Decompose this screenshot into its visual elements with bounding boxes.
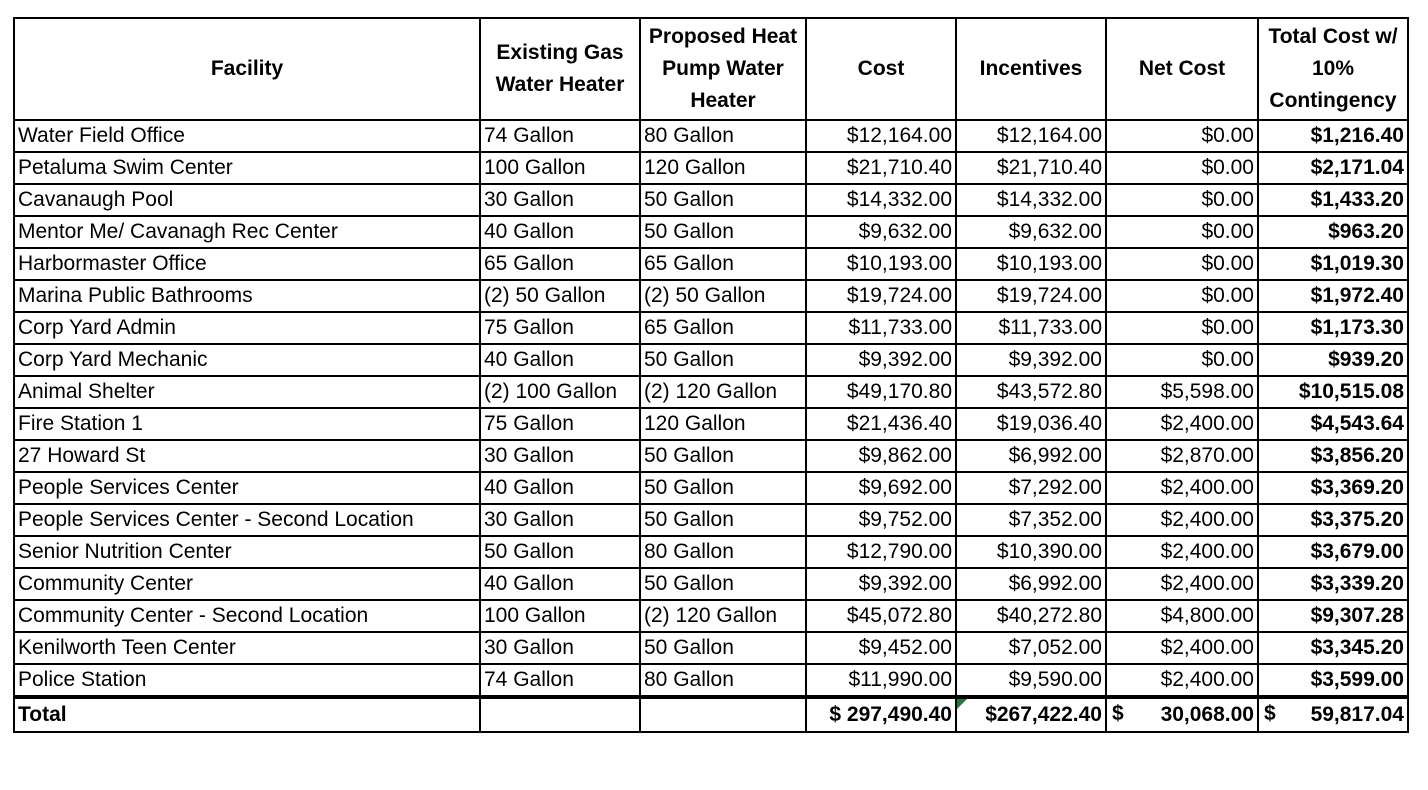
cell-net-cost: $0.00 (1106, 184, 1258, 216)
cell-cost: $10,193.00 (806, 248, 956, 280)
table-row (14, 408, 1408, 440)
cell-proposed-heater: 50 Gallon (640, 216, 806, 248)
cell-incentives: $9,392.00 (956, 344, 1106, 376)
cell-total-cost: $3,856.20 (1258, 440, 1408, 472)
cell-facility: People Services Center (14, 472, 480, 504)
cell-net-cost: $2,400.00 (1106, 408, 1258, 440)
cell-proposed-heater: 80 Gallon (640, 664, 806, 697)
cell-proposed-heater: 50 Gallon (640, 472, 806, 504)
cell-existing-heater: 100 Gallon (480, 600, 640, 632)
cell-facility: Marina Public Bathrooms (14, 280, 480, 312)
total-net-cost-cell (1106, 697, 1258, 732)
cell-existing-heater: 40 Gallon (480, 472, 640, 504)
cell-incentives: $19,036.40 (956, 408, 1106, 440)
cell-existing-heater: 75 Gallon (480, 312, 640, 344)
cell-facility: Cavanaugh Pool (14, 184, 480, 216)
cell-facility: Animal Shelter (14, 376, 480, 408)
cell-cost: $9,862.00 (806, 440, 956, 472)
cell-proposed-heater: 65 Gallon (640, 312, 806, 344)
cell-existing-heater: 30 Gallon (480, 632, 640, 664)
cell-incentives: $9,632.00 (956, 216, 1106, 248)
grand-total-value: 59,817.04 (1310, 703, 1404, 726)
cell-facility: Fire Station 1 (14, 408, 480, 440)
cell-cost: $12,164.00 (806, 120, 956, 152)
cell-incentives: $7,052.00 (956, 632, 1106, 664)
cell-incentives: $14,332.00 (956, 184, 1106, 216)
cell-proposed-heater: 50 Gallon (640, 184, 806, 216)
cell-proposed-heater: 80 Gallon (640, 536, 806, 568)
table-row (14, 472, 1408, 504)
cell-incentives: $6,992.00 (956, 568, 1106, 600)
table-row (14, 568, 1408, 600)
cell-total-cost: $10,515.08 (1258, 376, 1408, 408)
total-net-cost-value: 30,068.00 (1160, 703, 1254, 726)
cell-facility: 27 Howard St (14, 440, 480, 472)
table-row (14, 120, 1408, 152)
cell-cost: $9,392.00 (806, 344, 956, 376)
cell-total-cost: $939.20 (1258, 344, 1408, 376)
total-existing-cell (480, 697, 640, 732)
cell-cost: $9,452.00 (806, 632, 956, 664)
cell-net-cost: $0.00 (1106, 248, 1258, 280)
header-existing-heater: Existing Gas Water Heater (480, 18, 640, 120)
cell-incentives: $43,572.80 (956, 376, 1106, 408)
cell-facility: Mentor Me/ Cavanagh Rec Center (14, 216, 480, 248)
cell-total-cost: $3,375.20 (1258, 504, 1408, 536)
cell-net-cost: $0.00 (1106, 280, 1258, 312)
cell-incentives: $6,992.00 (956, 440, 1106, 472)
table-footer (14, 697, 1408, 732)
cell-total-cost: $3,679.00 (1258, 536, 1408, 568)
table-row (14, 664, 1408, 697)
cell-total-cost: $4,543.64 (1258, 408, 1408, 440)
cell-net-cost: $0.00 (1106, 312, 1258, 344)
table-header (14, 18, 1408, 120)
cell-existing-heater: 65 Gallon (480, 248, 640, 280)
table-row (14, 440, 1408, 472)
total-row (14, 697, 1408, 732)
cell-incentives: $12,164.00 (956, 120, 1106, 152)
cell-total-cost: $9,307.28 (1258, 600, 1408, 632)
grand-total-cell (1258, 697, 1408, 732)
cell-proposed-heater: 50 Gallon (640, 344, 806, 376)
cell-total-cost: $3,345.20 (1258, 632, 1408, 664)
table-row (14, 216, 1408, 248)
cell-facility: Senior Nutrition Center (14, 536, 480, 568)
cell-existing-heater: 50 Gallon (480, 536, 640, 568)
cell-total-cost: $2,171.04 (1258, 152, 1408, 184)
cell-proposed-heater: 50 Gallon (640, 504, 806, 536)
cell-cost: $9,392.00 (806, 568, 956, 600)
cell-existing-heater: 30 Gallon (480, 504, 640, 536)
cell-proposed-heater: (2) 120 Gallon (640, 376, 806, 408)
cell-existing-heater: 30 Gallon (480, 184, 640, 216)
cell-net-cost: $2,870.00 (1106, 440, 1258, 472)
cell-cost: $11,733.00 (806, 312, 956, 344)
table-row (14, 504, 1408, 536)
cell-proposed-heater: 50 Gallon (640, 568, 806, 600)
cell-net-cost: $0.00 (1106, 344, 1258, 376)
cell-existing-heater: 74 Gallon (480, 664, 640, 697)
header-facility: Facility (14, 18, 480, 120)
cell-incentives: $10,193.00 (956, 248, 1106, 280)
cell-existing-heater: 40 Gallon (480, 216, 640, 248)
cell-total-cost: $1,019.30 (1258, 248, 1408, 280)
cell-existing-heater: 74 Gallon (480, 120, 640, 152)
cell-net-cost: $4,800.00 (1106, 600, 1258, 632)
table-row (14, 280, 1408, 312)
cell-net-cost: $0.00 (1106, 216, 1258, 248)
table-row (14, 184, 1408, 216)
header-cost: Cost (806, 18, 956, 120)
cell-existing-heater: 100 Gallon (480, 152, 640, 184)
cell-existing-heater: (2) 100 Gallon (480, 376, 640, 408)
total-proposed-cell (640, 697, 806, 732)
header-incentives: Incentives (956, 18, 1106, 120)
cell-facility: Harbormaster Office (14, 248, 480, 280)
cell-net-cost: $2,400.00 (1106, 536, 1258, 568)
cell-cost: $49,170.80 (806, 376, 956, 408)
cell-net-cost: $2,400.00 (1106, 632, 1258, 664)
water-heater-cost-table (13, 17, 1409, 733)
grand-total-currency: $ (1264, 702, 1276, 725)
table-row (14, 344, 1408, 376)
cell-incentives: $19,724.00 (956, 280, 1106, 312)
cell-total-cost: $963.20 (1258, 216, 1408, 248)
cell-facility: Community Center (14, 568, 480, 600)
table-row (14, 632, 1408, 664)
cell-cost: $21,710.40 (806, 152, 956, 184)
cell-net-cost: $2,400.00 (1106, 504, 1258, 536)
cell-facility: Water Field Office (14, 120, 480, 152)
total-net-cost-currency: $ (1112, 702, 1124, 725)
cell-cost: $19,724.00 (806, 280, 956, 312)
cell-net-cost: $5,598.00 (1106, 376, 1258, 408)
cell-proposed-heater: 120 Gallon (640, 152, 806, 184)
cell-error-flag-icon (957, 699, 967, 709)
cell-incentives: $7,292.00 (956, 472, 1106, 504)
table-row (14, 600, 1408, 632)
cell-total-cost: $3,369.20 (1258, 472, 1408, 504)
cell-net-cost: $0.00 (1106, 120, 1258, 152)
cell-facility: Kenilworth Teen Center (14, 632, 480, 664)
cell-cost: $9,632.00 (806, 216, 956, 248)
table-row (14, 152, 1408, 184)
total-label: Total (14, 697, 480, 732)
cell-cost: $21,436.40 (806, 408, 956, 440)
cell-cost: $14,332.00 (806, 184, 956, 216)
header-net-cost: Net Cost (1106, 18, 1258, 120)
cell-existing-heater: 75 Gallon (480, 408, 640, 440)
cell-proposed-heater: 50 Gallon (640, 632, 806, 664)
cell-proposed-heater: 80 Gallon (640, 120, 806, 152)
header-row (14, 18, 1408, 120)
cell-incentives: $9,590.00 (956, 664, 1106, 697)
table-body (14, 120, 1408, 697)
cell-cost: $9,752.00 (806, 504, 956, 536)
cell-facility: Corp Yard Admin (14, 312, 480, 344)
header-total-cost: Total Cost w/ 10% Contingency (1258, 18, 1408, 120)
cell-proposed-heater: 65 Gallon (640, 248, 806, 280)
cell-net-cost: $2,400.00 (1106, 568, 1258, 600)
cell-facility: Corp Yard Mechanic (14, 344, 480, 376)
cell-total-cost: $3,339.20 (1258, 568, 1408, 600)
cell-facility: Petaluma Swim Center (14, 152, 480, 184)
cell-cost: $45,072.80 (806, 600, 956, 632)
cell-incentives: $10,390.00 (956, 536, 1106, 568)
table-row (14, 376, 1408, 408)
total-incentives-value: $267,422.40 (985, 703, 1102, 726)
cell-proposed-heater: 120 Gallon (640, 408, 806, 440)
cell-proposed-heater: (2) 120 Gallon (640, 600, 806, 632)
table-row (14, 312, 1408, 344)
cell-existing-heater: 40 Gallon (480, 568, 640, 600)
cell-cost: $9,692.00 (806, 472, 956, 504)
table-row (14, 248, 1408, 280)
table-row (14, 536, 1408, 568)
cell-cost: $11,990.00 (806, 664, 956, 697)
cell-total-cost: $1,972.40 (1258, 280, 1408, 312)
cell-incentives: $40,272.80 (956, 600, 1106, 632)
cell-proposed-heater: (2) 50 Gallon (640, 280, 806, 312)
cell-net-cost: $2,400.00 (1106, 472, 1258, 504)
total-cost-cell: $ 297,490.40 (806, 697, 956, 732)
cell-net-cost: $0.00 (1106, 152, 1258, 184)
cell-existing-heater: 40 Gallon (480, 344, 640, 376)
header-proposed-heater: Proposed Heat Pump Water Heater (640, 18, 806, 120)
cell-facility: Police Station (14, 664, 480, 697)
cell-proposed-heater: 50 Gallon (640, 440, 806, 472)
cell-facility: People Services Center - Second Location (14, 504, 480, 536)
total-incentives-cell (956, 697, 1106, 732)
cell-existing-heater: 30 Gallon (480, 440, 640, 472)
cell-incentives: $11,733.00 (956, 312, 1106, 344)
cell-total-cost: $1,216.40 (1258, 120, 1408, 152)
cell-facility: Community Center - Second Location (14, 600, 480, 632)
cell-existing-heater: (2) 50 Gallon (480, 280, 640, 312)
cell-cost: $12,790.00 (806, 536, 956, 568)
cell-total-cost: $1,433.20 (1258, 184, 1408, 216)
cell-incentives: $7,352.00 (956, 504, 1106, 536)
cell-total-cost: $3,599.00 (1258, 664, 1408, 697)
cell-net-cost: $2,400.00 (1106, 664, 1258, 697)
water-heater-cost-table-wrapper (13, 17, 1409, 733)
cell-total-cost: $1,173.30 (1258, 312, 1408, 344)
cell-incentives: $21,710.40 (956, 152, 1106, 184)
